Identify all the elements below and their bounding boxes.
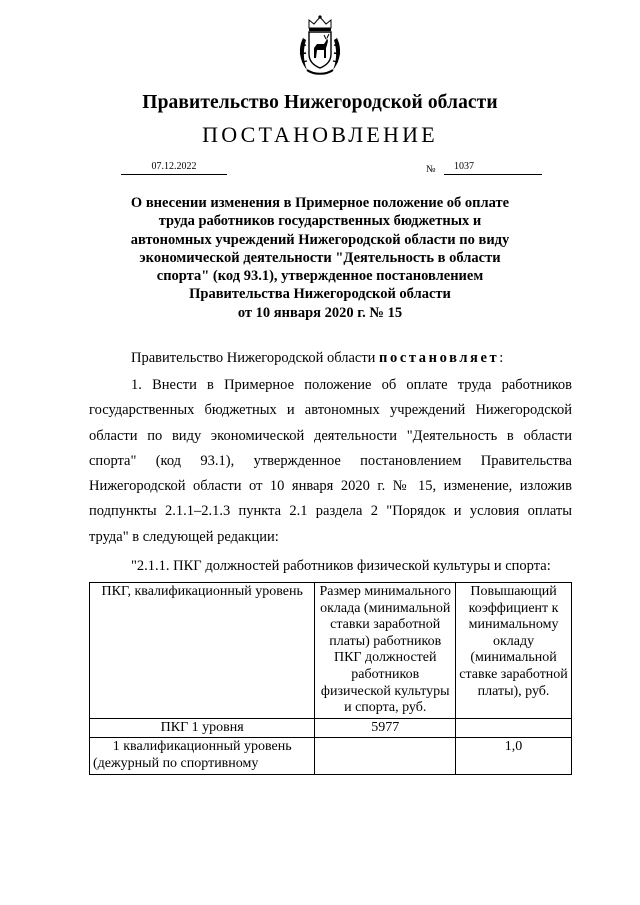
intro-resolves: постановляет [379, 350, 500, 366]
item-1-paragraph [89, 373, 572, 550]
paragraph-line: спорта" (код 93.1), утвержденное постановлением Правительства [89, 452, 572, 469]
document-number: 1037 [444, 160, 542, 175]
subitem-title: "2.1.1. ПКГ должностей работников физической культуры и спорта: [131, 558, 551, 574]
pkg-group-name: ПКГ 1 уровня [90, 718, 315, 738]
header-coefficient: Повышающий коэффициент к минимальному окладу (минимальной ставке заработной платы), руб. [456, 583, 572, 719]
document-type: ПОСТАНОВЛЕНИЕ [202, 122, 438, 147]
resolution-intro [89, 346, 572, 371]
heading-line: Правительства Нижегородской области [189, 286, 451, 303]
paragraph-line: Нижегородской области от 10 января 2020 г. № 15, изменение, изложив [89, 478, 572, 495]
table-header-row [90, 583, 572, 719]
heading-line: автономных учреждений Нижегородской области по виду [130, 231, 510, 248]
heading-line: экономической деятельности "Деятельность в области [139, 249, 501, 266]
qualification-level-name: 1 квалификационный уровень (дежурный по спортивному [90, 738, 315, 774]
intro-colon: : [499, 350, 504, 366]
pkg-group-coefficient [456, 718, 572, 738]
qualification-level-salary [315, 738, 456, 774]
paragraph-line: труда" в следующей редакции: [89, 528, 279, 545]
document-date: 07.12.2022 [121, 160, 227, 175]
heading-line: О внесении изменения в Примерное положение об оплате [130, 195, 510, 211]
paragraph-line: 1. Внести в Примерное положение об оплате труда работников [131, 377, 572, 393]
heading-line: спорта" (код 93.1), утвержденное постановлением [156, 268, 484, 285]
header-min-salary: Размер минимального оклада (минимальной ставки заработной платы) работников ПКГ должностей работников физической культуры и спорта, руб. [315, 583, 456, 719]
table-row [90, 718, 572, 738]
paragraph-line: области по виду экономической деятельности "Деятельность в области [89, 427, 572, 444]
document-heading [120, 194, 520, 322]
intro-text: Правительство Нижегородской области [131, 350, 380, 366]
table-row [90, 738, 572, 774]
paragraph-line: подпункты 2.1.1–2.1.3 пункта 2.1 раздела 2 "Порядок и условия оплаты [89, 503, 572, 520]
qualification-level-coefficient: 1,0 [456, 738, 572, 774]
heading-line: труда работников государственных бюджетных и [158, 213, 482, 230]
paragraph-line: государственных бюджетных и автономных учреждений Нижегородской [89, 402, 572, 419]
number-sign: № [426, 164, 436, 175]
salary-table [89, 582, 572, 775]
coat-of-arms-icon [297, 14, 343, 76]
pkg-group-salary: 5977 [315, 718, 456, 738]
government-name: Правительство Нижегородской области [142, 92, 498, 113]
heading-line: от 10 января 2020 г. № 15 [237, 304, 403, 321]
header-pkg-level: ПКГ, квалификационный уровень [90, 583, 315, 719]
